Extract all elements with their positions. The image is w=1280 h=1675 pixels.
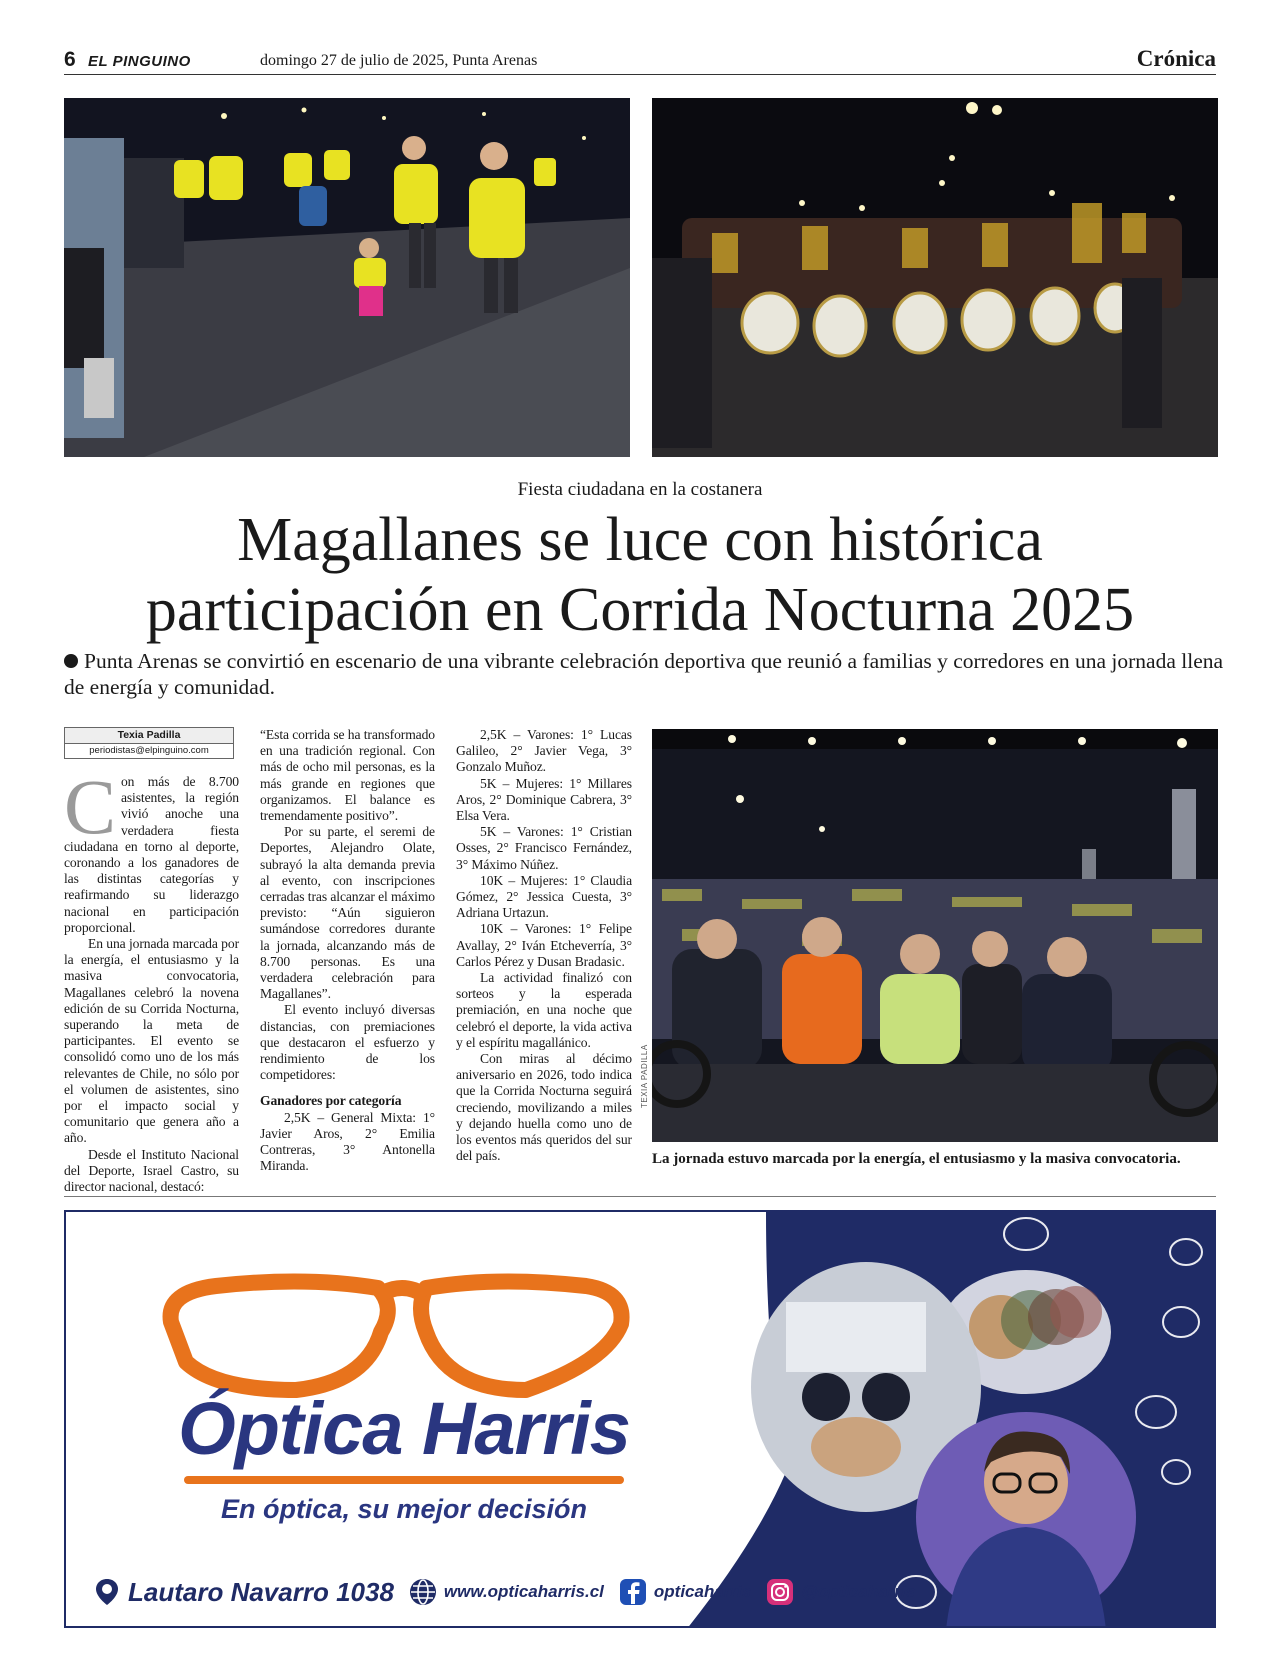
paragraph: 2,5K – Varones: 1° Lucas Galileo, 2° Javier Vega, 3° Gonzalo Muñoz.	[456, 727, 632, 775]
facebook-text[interactable]: opticaharris	[653, 1582, 752, 1601]
paragraph: Desde el Instituto Nacional del Deporte, Israel Castro, su director nacional, destacó:	[64, 1146, 239, 1195]
ad-brand-name: Óptica Harris	[178, 1387, 630, 1470]
page-header	[64, 46, 1216, 75]
article-column-1	[64, 763, 239, 1195]
bullet-icon	[64, 654, 78, 668]
ad-tagline: En óptica, su mejor decisión	[220, 1494, 588, 1524]
paragraph	[64, 763, 239, 936]
paragraph: Por su parte, el seremi de Deportes, Alejandro Olate, subrayó la alta demanda previa al evento, con inscripciones cerradas tras alcanzar el máximo previsto: “Aún siguieron sumándose corredores durante la jornada, alcanzando más de 8.700 personas. Es una verdadera celebración para Magallanes”.	[260, 824, 435, 1002]
newspaper-brand: EL PINGUINO	[88, 53, 191, 70]
lead-paragraph	[64, 648, 1224, 700]
paragraph: El evento incluyó diversas distancias, con premiaciones que destacaron el esfuerzo y rendimiento de los competidores:	[260, 1002, 435, 1083]
ad-address	[92, 1577, 394, 1608]
paragraph: 5K – Varones: 1° Cristian Osses, 2° Francisco Fernández, 3° Máximo Núñez.	[456, 824, 632, 872]
section-title: Crónica	[1136, 46, 1216, 71]
paragraph: La actividad finalizó con sorteos y la esperada premiación, en una noche que celebró el deporte, la vida activa y el espíritu magallánico.	[456, 970, 632, 1050]
headline-line-2: participación en Corrida Nocturna 2025	[145, 576, 1135, 644]
page-number: 6	[64, 48, 76, 71]
kicker: Fiesta ciudadana en la costanera	[517, 479, 763, 500]
ad-facebook[interactable]	[618, 1577, 751, 1607]
paragraph: Con miras al décimo aniversario en 2026, todo indica que la Corrida Nocturna seguirá creciendo, movilizando a miles y dejando huella como uno de los eventos más queridos del sur del país.	[456, 1051, 632, 1164]
website-text[interactable]: www.opticaharris.cl	[443, 1582, 604, 1601]
facebook-icon	[618, 1577, 648, 1607]
photo-runners	[64, 98, 630, 457]
photo-stage-crowd	[652, 729, 1218, 1142]
photo-drummers	[652, 98, 1218, 457]
byline	[64, 727, 234, 759]
lead-text: Punta Arenas se convirtió en escenario de una vibrante celebración deportiva que reunió a familias y corredores en una jornada llena de energía y comunidad.	[64, 649, 1224, 699]
byline-name: Texia Padilla	[64, 727, 234, 743]
article-column-2	[260, 727, 435, 1174]
photo-credit: TEXIA PADILLA	[640, 1044, 649, 1108]
ad-website[interactable]	[408, 1577, 604, 1607]
location-pin-icon	[92, 1577, 122, 1607]
paragraph: 2,5K – General Mixta: 1° Javier Aros, 2° Emilia Contreras, 3° Antonella Miranda.	[260, 1109, 435, 1174]
section-divider	[64, 1196, 1216, 1197]
instagram-text[interactable]: @opticaharris	[801, 1582, 916, 1601]
subheading: Ganadores por categoría	[260, 1093, 402, 1109]
paragraph: “Esta corrida se ha transformado en una tradición regional. Con más de ocho mil personas, es la más grande en regiones que organizamos. El balance es tremendamente positivo”.	[260, 727, 435, 824]
dateline: domingo 27 de julio de 2025, Punta Arenas	[260, 52, 538, 69]
paragraph: En una jornada marcada por la energía, el entusiasmo y la masiva convocatoria, Magallanes celebró la novena edición de su Corrida Nocturna, superando la meta de participantes. El evento se consolidó como uno de los más relevantes de Chile, no sólo por el volumen de asistentes, sino por el impacto social y comunitario que genera año a año.	[64, 936, 239, 1146]
paragraph: 10K – Mujeres: 1° Claudia Gómez, 2° Jessica Cuesta, 3° Adriana Urtazun.	[456, 872, 632, 921]
paragraph-text: on más de 8.700 asistentes, la región vivió anoche una verdadera fiesta ciudadana en torno al deporte, coronando a los ganadores de las distintas categorías y reafirmando su liderazgo nacional en participación proporcional.	[64, 774, 239, 935]
headline	[40, 505, 1240, 645]
advertisement-optica-harris[interactable]	[64, 1210, 1216, 1628]
paragraph: 10K – Varones: 1° Felipe Avallay, 2° Iván Etcheverría, 3° Carlos Pérez y Dusan Bradasic.	[456, 921, 632, 969]
byline-email[interactable]: periodistas@elpinguino.com	[64, 743, 234, 759]
ad-instagram[interactable]	[765, 1577, 915, 1607]
address-text: Lautaro Navarro 1038	[128, 1576, 394, 1607]
instagram-icon	[765, 1577, 795, 1607]
article-column-3	[456, 727, 632, 1164]
photo-caption: La jornada estuvo marcada por la energía, el entusiasmo y la masiva convocatoria.	[652, 1151, 1181, 1167]
paragraph: 5K – Mujeres: 1° Millares Aros, 2° Dominique Cabrera, 3° Elsa Vera.	[456, 775, 632, 824]
globe-icon	[408, 1577, 438, 1607]
headline-line-1: Magallanes se luce con histórica	[237, 506, 1043, 574]
dropcap: C	[64, 763, 116, 850]
ad-contacts	[92, 1572, 929, 1612]
